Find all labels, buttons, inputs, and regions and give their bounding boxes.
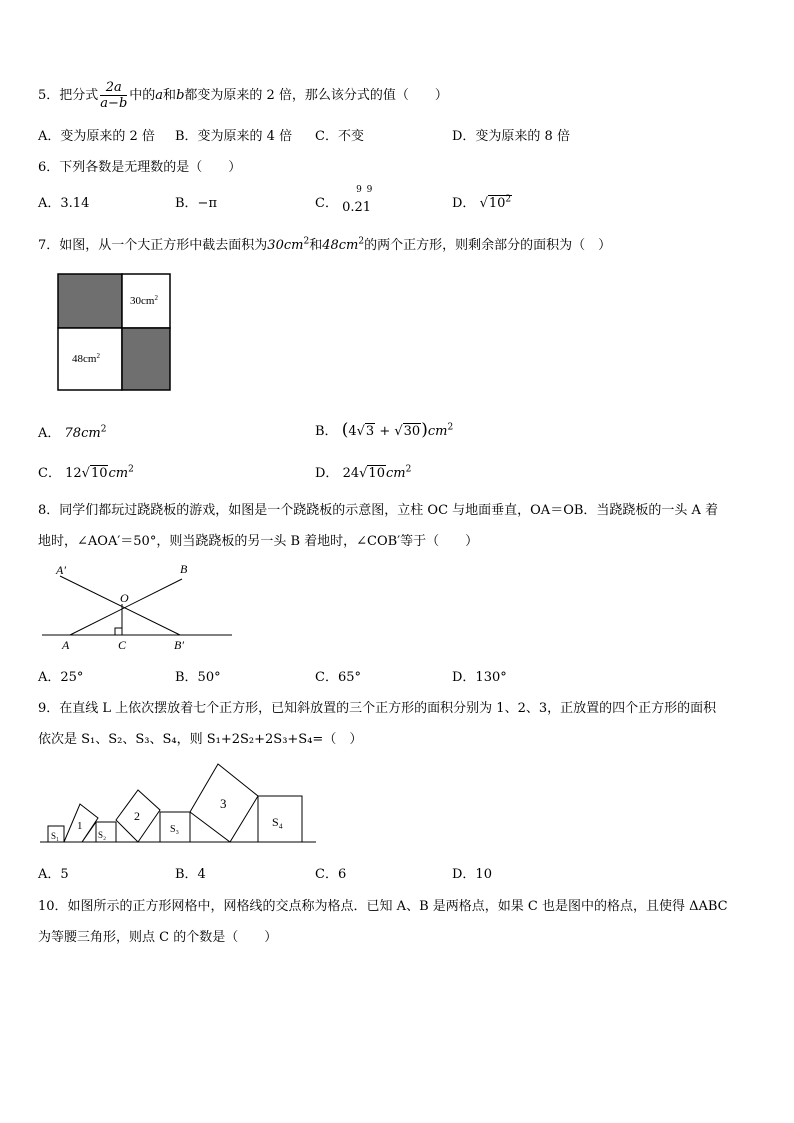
label-2: 2 [134, 809, 140, 823]
q6-option-a[interactable]: A．3.14 [38, 196, 90, 211]
option-value: 78cm [64, 426, 101, 441]
seesaw-line-a-b [70, 579, 182, 635]
exponent: 2 [447, 422, 454, 433]
stem-text: 中的 [129, 88, 156, 103]
question-number: 10． [38, 899, 68, 914]
unit: cm [108, 466, 129, 481]
coefficient: 4 [348, 424, 357, 439]
exponent: 2 [100, 424, 107, 435]
exponent: 2 [303, 236, 310, 247]
right-angle-mark [115, 628, 122, 635]
stem-text: 在直线 L 上依次摆放着七个正方形，已知斜放置的三个正方形的面积分别为 1、2、3，正放置的四个正方形的面积 [59, 701, 717, 716]
question-8-stem-line2: 地时，∠AOA′＝50°，则当跷跷板的另一头 B 着地时，∠COB′等于（ ） [38, 534, 479, 549]
stem-text: 把分式 [59, 88, 99, 103]
question-number: 8． [38, 503, 60, 518]
unit: cm [427, 424, 448, 439]
exponent: 2 [358, 236, 365, 247]
question-number: 6． [38, 160, 60, 175]
paren-close: ) [421, 420, 428, 440]
stem-text: 下列各数是无理数的是（ ） [59, 160, 242, 175]
question-10-stem-line2: 为等腰三角形，则点 C 的个数是（ ） [38, 930, 278, 945]
radicand: 10 [90, 466, 108, 481]
label-a: A [62, 638, 70, 652]
option-label: A． [38, 426, 61, 441]
seesaw-line-a1-b1 [60, 576, 180, 635]
area-value: 30cm [267, 238, 304, 253]
exponent: 2 [405, 464, 412, 475]
q5-option-d[interactable]: D．变为原来的 8 倍 [452, 129, 570, 144]
stem-text: 如图，从一个大正方形中截去面积为 [59, 238, 268, 253]
stem-text: 和 [163, 88, 177, 103]
label-30cm: $30cm^2$ [130, 294, 158, 307]
stem-text: 同学们都玩过跷跷板的游戏，如图是一个跷跷板的示意图，立柱 OC 与地面垂直，OA＝OB．当跷跷板的一头 A 着 [59, 503, 719, 518]
label-1: 1 [77, 820, 83, 832]
q9-option-b[interactable]: B．4 [175, 867, 206, 882]
q8-seesaw-figure [38, 560, 238, 652]
shaded-region [122, 328, 170, 390]
q9-option-a[interactable]: A．5 [38, 867, 69, 882]
area-value: 48cm [322, 238, 359, 253]
q9-option-d[interactable]: D．10 [452, 867, 492, 882]
q8-option-b[interactable]: B．50° [175, 670, 221, 685]
q8-option-d[interactable]: D．130° [452, 670, 507, 685]
stem-text: 的两个正方形，则剩余部分的面积为（ ） [364, 238, 612, 253]
label-b: B [180, 562, 188, 576]
option-label: D． [452, 196, 476, 211]
label-c: C [118, 638, 127, 652]
coefficient: 24 [342, 466, 360, 481]
q9-option-c[interactable]: C．6 [315, 867, 347, 882]
radicand: 10 [368, 466, 385, 481]
label-o: O [120, 591, 129, 605]
q5-option-c[interactable]: C．不变 [315, 129, 364, 144]
label-s1: S₁ [51, 831, 60, 841]
unit: cm [385, 466, 406, 481]
label-b-prime: B′ [174, 638, 184, 652]
variable: a [155, 88, 164, 103]
stem-text: 都变为原来的 2 倍，那么该分式的值（ ） [184, 88, 448, 103]
q8-option-c[interactable]: C．65° [315, 670, 361, 685]
radicand: 10 [488, 196, 506, 211]
label-s3: S₃ [170, 824, 180, 835]
q7-squares-figure [56, 272, 174, 394]
variable: b [176, 88, 185, 103]
stem-text: 和 [309, 238, 323, 253]
label-3: 3 [220, 796, 227, 811]
q8-option-a[interactable]: A．25° [38, 670, 84, 685]
label-48cm: $48cm^2$ [72, 352, 100, 365]
q5-option-b[interactable]: B．变为原来的 4 倍 [175, 129, 293, 144]
question-8-stem-line1 [38, 499, 718, 518]
question-number: 7． [38, 238, 60, 253]
question-10-stem-line1 [38, 895, 728, 914]
option-label: D． [315, 466, 339, 481]
repeating-decimal: 0.21 [342, 200, 372, 215]
exponent: 2 [505, 194, 512, 205]
option-label: B． [315, 424, 338, 439]
question-6-stem [38, 156, 241, 175]
question-number: 5． [38, 88, 60, 103]
option-label: C． [315, 196, 338, 211]
fraction-denominator: a−b [100, 96, 128, 111]
paren-open: ( [341, 420, 349, 440]
coefficient: 12 [65, 466, 82, 481]
question-9-stem-line1 [38, 697, 716, 716]
radicand: 3 [365, 424, 375, 439]
option-label: C． [38, 466, 61, 481]
question-5-stem [38, 80, 448, 111]
q5-option-a[interactable]: A．变为原来的 2 倍 [38, 129, 155, 144]
q7-option-a[interactable] [38, 422, 106, 441]
exponent: 2 [128, 464, 134, 475]
sqrt-expression: $√10^2$ [479, 194, 512, 211]
q7-option-b[interactable]: B． $(4√3 + √30)cm^2$ [315, 420, 454, 440]
q6-option-d[interactable] [452, 192, 512, 211]
question-9-stem-line2: 依次是 S₁、S₂、S₃、S₄，则 S₁+2S₂+2S₃+S₄=（ ） [38, 732, 363, 747]
label-s4: S₄ [272, 815, 283, 829]
question-7-stem [38, 234, 611, 253]
q6-option-c[interactable] [315, 185, 374, 215]
fraction [100, 80, 127, 111]
q9-squares-figure [40, 758, 320, 848]
q7-option-d[interactable]: D． $24√10cm^2$ [315, 464, 412, 481]
repeating-dots: 9 9 [356, 185, 374, 195]
question-number: 9． [38, 701, 60, 716]
q7-option-c[interactable]: C． $12√10cm^2$ [38, 464, 134, 481]
fraction-numerator: 2a [100, 80, 127, 96]
radicand: 30 [403, 424, 421, 439]
label-a-prime: A′ [56, 563, 66, 577]
stem-text: 如图所示的正方形网格中，网格线的交点称为格点．已知 A、B 是两格点，如果 C 也是图中的格点，且使得 ΔABC [67, 899, 728, 914]
shaded-region [58, 274, 122, 328]
label-s2: S₂ [98, 830, 107, 840]
q6-option-b[interactable]: B．−π [175, 196, 217, 211]
